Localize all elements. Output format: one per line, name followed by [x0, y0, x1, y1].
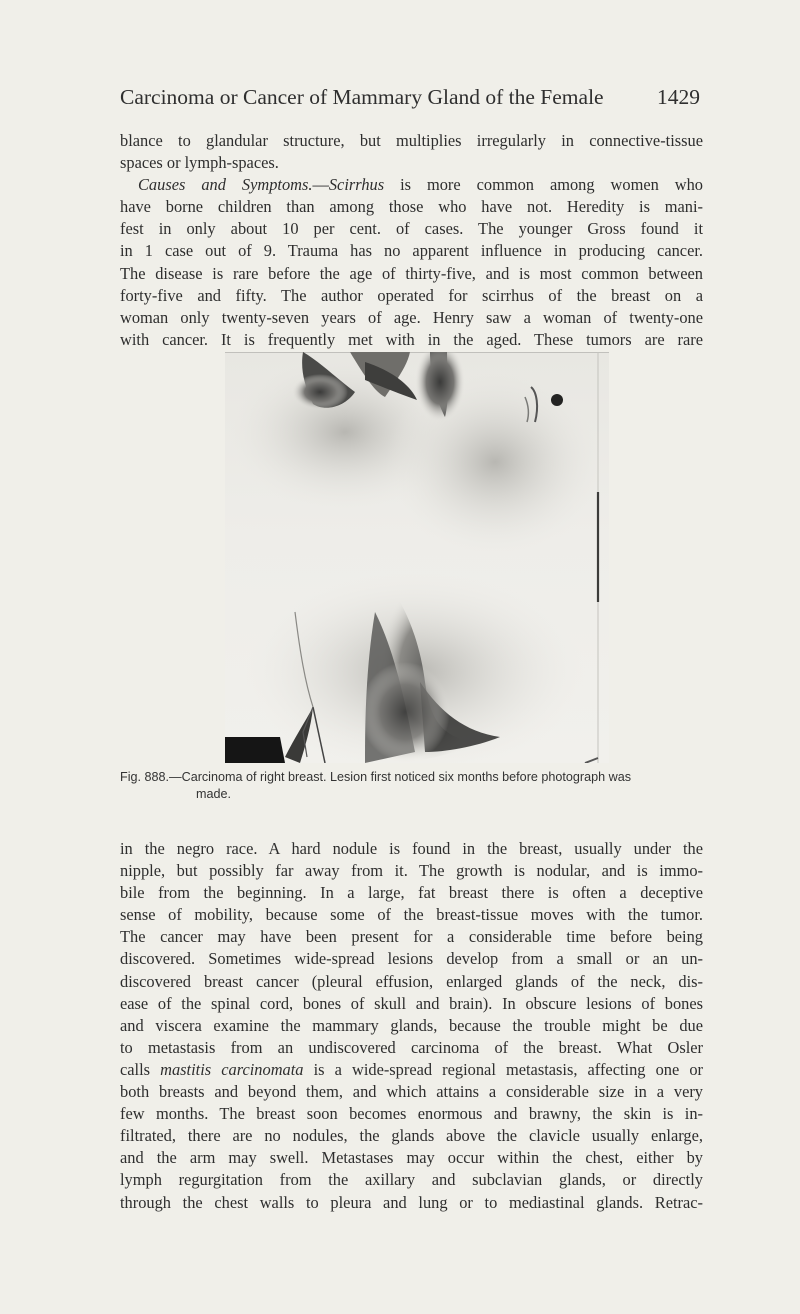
text-line: have borne children than among those who have not. Heredity is mani- [120, 197, 703, 217]
running-head-title: Carcinoma or Cancer of Mammary Gland of the Female [120, 85, 604, 109]
text-line: through the chest walls to pleura and lung or to mediastinal glands. Retrac- [120, 1192, 703, 1212]
text-line: in 1 case out of 9. Trauma has no apparent influence in producing cancer. [120, 241, 703, 261]
caption-line: Fig. 888.—Carcinoma of right breast. Lesion first noticed six months before photograph was [120, 770, 632, 784]
text-fragment: calls [120, 1059, 161, 1079]
lower-left-dark-area [225, 737, 285, 763]
text-line: spaces or lymph-spaces. [120, 153, 279, 173]
text-line: and the arm may swell. Metastases may occur within the chest, either by [120, 1148, 703, 1168]
section-heading: Causes and Symptoms. [138, 175, 313, 195]
text-fragment: is more common among women who [384, 175, 703, 195]
term-mastitis-carcinomata: mastitis carcinomata [160, 1059, 304, 1079]
page-number: 1429 [657, 85, 700, 109]
text-line: The cancer may have been present for a considerable time before being [120, 927, 703, 947]
text-line: discovered. Sometimes wide-spread lesions develop from a small or an un- [120, 949, 703, 969]
text-line: woman only twenty-seven years of age. Henry saw a woman of twenty-one [120, 307, 703, 327]
text-line: in the negro race. A hard nodule is found in the breast, usually under the [120, 839, 703, 858]
text-line: both breasts and beyond them, and which attains a considerable size in a very [120, 1082, 703, 1102]
text-line: filtrated, there are no nodules, the glands above the clavicle usually enlarge, [120, 1126, 703, 1146]
causes-heading-line [120, 174, 703, 196]
text-line: few months. The breast soon becomes enormous and brawny, the skin is in- [120, 1104, 703, 1124]
bottom-text-block [120, 838, 703, 1214]
text-line: nipple, but possibly far away from it. The growth is nodular, and is immo- [120, 861, 703, 881]
caption-line: made. [196, 787, 232, 801]
text-line-with-emphasis [120, 1059, 703, 1081]
top-text-block [120, 130, 703, 351]
nipple-dark-spot [551, 394, 563, 406]
text-line: The disease is rare before the age of thirty-five, and is most common between [120, 263, 703, 283]
text-line: ease of the spinal cord, bones of skull and brain). In obscure lesions of bones [120, 993, 703, 1013]
figure-caption [120, 769, 710, 803]
figure-photograph [225, 352, 609, 763]
em-dash: — [312, 175, 329, 195]
text-line: bile from the beginning. In a large, fat breast there is often a deceptive [120, 883, 703, 903]
text-line: lymph regurgitation from the axillary and subclavian glands, or directly [120, 1170, 703, 1190]
photograph-illustration [225, 352, 609, 763]
subheading-scirrhus: Scirrhus [328, 175, 385, 195]
text-line: discovered breast cancer (pleural effusion, enlarged glands of the neck, dis- [120, 971, 703, 991]
text-line: and viscera examine the mammary glands, because the trouble might be due [120, 1015, 703, 1035]
text-line: with cancer. It is frequently met with in the aged. These tumors are rare [120, 329, 703, 349]
text-line: forty-five and fifty. The author operated for scirrhus of the breast on a [120, 285, 703, 305]
text-line: to metastasis from an undiscovered carcinoma of the breast. What Osler [120, 1037, 703, 1057]
text-line: fest in only about 10 per cent. of cases. The younger Gross found it [120, 219, 703, 239]
text-line: blance to glandular structure, but multiplies irregularly in connective-tissue [120, 131, 703, 150]
text-line: sense of mobility, because some of the breast-tissue moves with the tumor. [120, 905, 703, 925]
text-fragment: is a wide-spread regional metastasis, affecting one or [303, 1059, 703, 1079]
running-head [120, 85, 700, 110]
